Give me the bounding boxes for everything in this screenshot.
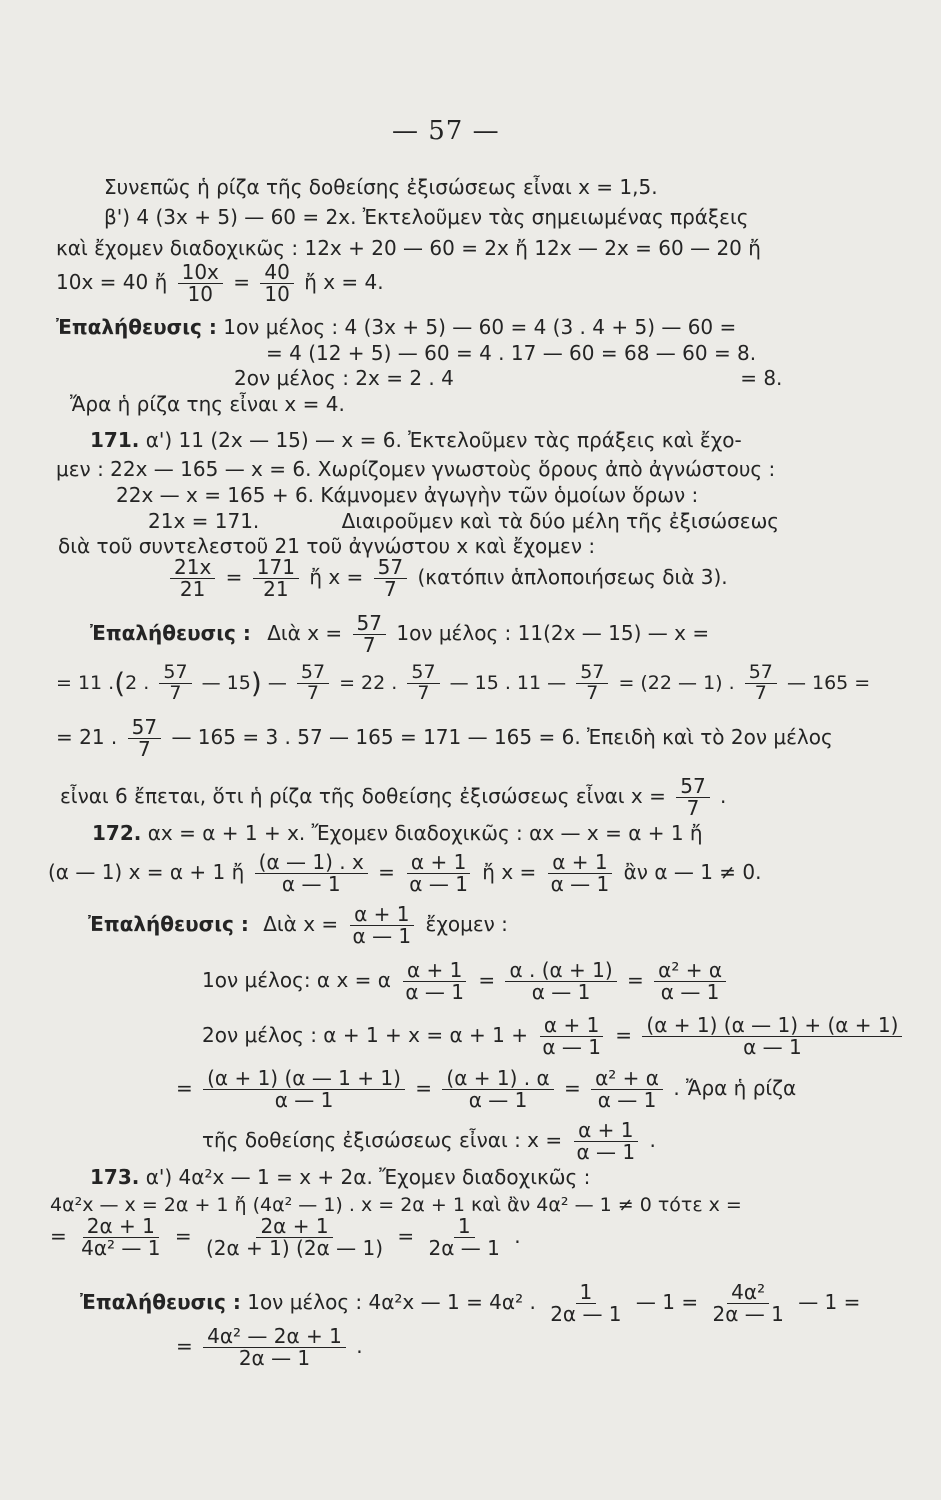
- text-span: . Ἄρα ἡ ρίζα: [673, 1076, 797, 1100]
- denominator: α — 1: [550, 872, 610, 896]
- text-span: =: [225, 565, 243, 589]
- denominator: α — 1: [531, 980, 591, 1004]
- text-line: μεν : 22x — 165 — x = 6. Χωρίζομεν γνωστοὺς ὅρους ἀπὸ ἀγνώστους :: [56, 457, 776, 481]
- text-span: .: [514, 1224, 521, 1248]
- text-span: Διὰ x =: [267, 621, 343, 645]
- text-line: διὰ τοῦ συντελεστοῦ 21 τοῦ ἀγνώστου x καὶ ἔχομεν :: [58, 534, 596, 558]
- numerator: (α + 1) . α: [442, 1068, 553, 1090]
- fraction: [505, 960, 616, 1003]
- text-span: = 22 .: [339, 671, 398, 694]
- denominator: α — 1: [274, 1088, 334, 1112]
- text-span: =: [378, 860, 395, 884]
- equation-line: [166, 557, 728, 600]
- fraction: [442, 1068, 553, 1111]
- numerator: 57: [159, 663, 191, 684]
- numerator: 2α + 1: [83, 1216, 159, 1238]
- verification-label: Ἐπαλήθευσις :: [56, 315, 217, 339]
- problem-173-line: [90, 1166, 590, 1189]
- numerator: (α + 1) (α — 1 + 1): [203, 1068, 405, 1090]
- equation-line: [56, 262, 384, 305]
- text-span: =: [174, 1224, 192, 1248]
- text-line: β') 4 (3x + 5) — 60 = 2x. Ἐκτελοῦμεν τὰς σημειωμένας πράξεις: [104, 205, 749, 229]
- fraction: [202, 1216, 387, 1259]
- numerator: 4α² — 2α + 1: [203, 1326, 346, 1348]
- numerator: 57: [407, 663, 439, 684]
- fraction: [591, 1068, 663, 1111]
- fraction: [407, 663, 439, 704]
- text-span: =: [397, 1224, 415, 1248]
- denominator: 4α² — 1: [81, 1236, 161, 1260]
- equation-line: [202, 1015, 906, 1058]
- page-number: — 57 —: [392, 116, 500, 146]
- text-span: 2ον μέλος : 2x = 2 . 4: [234, 366, 454, 390]
- fraction: [642, 1015, 902, 1058]
- text-span: — 1 =: [798, 1290, 861, 1314]
- text-span: — 15 . 11 —: [449, 671, 567, 694]
- text-span: 21x = 171.: [148, 509, 260, 533]
- fraction: [374, 557, 407, 600]
- denominator: (2α + 1) (2α — 1): [205, 1236, 384, 1260]
- text-span: =: [176, 1076, 193, 1100]
- problem-172-line: [92, 822, 703, 845]
- verification-line: [56, 316, 736, 339]
- numerator: 10x: [178, 262, 223, 284]
- equation-line: [202, 960, 730, 1003]
- text-line: [234, 367, 782, 390]
- denominator: 2α — 1: [238, 1346, 311, 1370]
- text-span: — 15: [201, 671, 251, 694]
- text-span: .: [649, 1128, 656, 1152]
- numerator: α + 1: [540, 1015, 603, 1037]
- fraction: [353, 613, 386, 656]
- equation-line: [176, 1068, 796, 1111]
- text-span: = (22 — 1) .: [618, 671, 735, 694]
- text-span: εἶναι 6 ἔπεται, ὅτι ἡ ρίζα τῆς δοθείσης ἐξισώσεως εἶναι x =: [60, 784, 666, 808]
- text-span: (α — 1) x = α + 1 ἤ: [48, 860, 245, 884]
- denominator: 7: [417, 681, 430, 704]
- bracket: ): [250, 666, 262, 700]
- text-span: α') 4α²x — 1 = x + 2α. Ἔχομεν διαδοχικῶς :: [145, 1165, 591, 1189]
- fraction: [538, 1015, 605, 1058]
- denominator: α — 1: [743, 1035, 802, 1059]
- numerator: 57: [297, 663, 329, 684]
- text-span: Διαιροῦμεν καὶ τὰ δύο μέλη τῆς ἐξισώσεως: [341, 509, 780, 533]
- fraction: [203, 1326, 346, 1369]
- denominator: α — 1: [409, 872, 468, 896]
- numerator: 171: [253, 557, 299, 579]
- text-span: =: [50, 1224, 67, 1248]
- fraction: [573, 1120, 640, 1163]
- denominator: 21: [179, 577, 206, 601]
- fraction: [745, 663, 777, 704]
- fraction: [425, 1216, 504, 1259]
- equation-line: [56, 663, 870, 704]
- denominator: 10: [264, 282, 290, 306]
- text-line: = 4 (12 + 5) — 60 = 4 . 17 — 60 = 68 — 60 = 8.: [266, 341, 757, 365]
- numerator: 1: [454, 1216, 475, 1238]
- text-span: 10x = 40 ἤ: [56, 270, 168, 294]
- text-span: 1ον μέλος: α x = α: [202, 968, 391, 992]
- denominator: 10: [187, 282, 213, 306]
- denominator: 7: [306, 681, 319, 704]
- text-span: αx = α + 1 + x. Ἔχομεν διαδοχικῶς : αx — x = α + 1 ἤ: [147, 821, 703, 845]
- denominator: 7: [754, 681, 767, 704]
- text-span: .: [720, 784, 727, 808]
- numerator: 57: [128, 717, 161, 739]
- problem-171-line: [90, 429, 742, 452]
- text-span: .: [356, 1334, 363, 1358]
- numerator: 40: [260, 262, 293, 284]
- denominator: α — 1: [468, 1088, 528, 1112]
- text-span: τῆς δοθείσης ἐξισώσεως εἶναι : x =: [202, 1128, 563, 1152]
- numerator: α² + α: [654, 960, 726, 982]
- denominator: α — 1: [542, 1035, 601, 1059]
- text-span: (κατόπιν ἁπλοποιήσεως διὰ 3).: [417, 565, 728, 589]
- fraction: [178, 262, 223, 305]
- text-span: ἂν α — 1 ≠ 0.: [623, 860, 762, 884]
- numerator: 2α + 1: [256, 1216, 332, 1238]
- denominator: 2α — 1: [712, 1302, 784, 1326]
- numerator: (α — 1) . x: [255, 852, 368, 874]
- denominator: α — 1: [405, 980, 464, 1004]
- numerator: 57: [745, 663, 777, 684]
- text-line: Ἄρα ἡ ρίζα της εἶναι x = 4.: [70, 392, 345, 416]
- verification-line: [88, 904, 508, 947]
- fraction: [405, 852, 472, 895]
- text-span: ἤ x =: [482, 860, 537, 884]
- text-span: =: [615, 1023, 633, 1047]
- text-span: 1ον μέλος : 4 (3x + 5) — 60 = 4 (3 . 4 + 5) — 60 =: [223, 315, 737, 339]
- text-span: — 165 =: [786, 671, 871, 694]
- text-span: =: [176, 1334, 193, 1358]
- denominator: α — 1: [281, 872, 341, 896]
- denominator: 2α — 1: [550, 1302, 622, 1326]
- numerator: α . (α + 1): [505, 960, 616, 982]
- numerator: α + 1: [403, 960, 466, 982]
- text-span: —: [267, 671, 287, 694]
- text-span: =: [564, 1076, 581, 1100]
- verification-label: Ἐπαλήθευσις :: [88, 912, 249, 936]
- fraction: [349, 904, 416, 947]
- problem-number: 172.: [92, 821, 142, 845]
- bracket: (: [114, 666, 126, 700]
- denominator: 7: [384, 577, 397, 601]
- fraction: [170, 557, 215, 600]
- equation-line: [202, 1120, 656, 1163]
- denominator: α — 1: [576, 1140, 636, 1164]
- equation-line: [50, 1216, 521, 1259]
- problem-number: 171.: [90, 428, 140, 452]
- equation-line: [56, 717, 833, 760]
- numerator: 21x: [170, 557, 215, 579]
- fraction: [547, 852, 614, 895]
- fraction: [576, 663, 608, 704]
- fraction: [708, 1282, 787, 1325]
- text-span: ἤ x =: [309, 565, 364, 589]
- text-line: Συνεπῶς ἡ ρίζα τῆς δοθείσης ἐξισώσεως εἶναι x = 1,5.: [104, 175, 658, 199]
- text-span: 2 .: [125, 671, 150, 694]
- text-span: = 21 .: [56, 725, 118, 749]
- text-span: — 165 = 3 . 57 — 165 = 171 — 165 = 6. Ἐπειδὴ καὶ τὸ 2ον μέλος: [171, 725, 833, 749]
- text-span: α') 11 (2x — 15) — x = 6. Ἐκτελοῦμεν τὰς πράξεις καὶ ἔχο-: [145, 428, 742, 452]
- problem-number: 173.: [90, 1165, 140, 1189]
- numerator: 57: [374, 557, 407, 579]
- numerator: α + 1: [548, 852, 611, 874]
- equation-line: [60, 776, 726, 819]
- denominator: 7: [138, 737, 151, 761]
- verification-label: Ἐπαλήθευσις :: [90, 621, 251, 645]
- text-span: =: [627, 968, 644, 992]
- numerator: (α + 1) (α — 1) + (α + 1): [642, 1015, 902, 1037]
- fraction: [255, 852, 368, 895]
- denominator: 7: [362, 633, 376, 657]
- fraction: [297, 663, 329, 704]
- text-span: = 11 .: [56, 671, 115, 694]
- text-line: 22x — x = 165 + 6. Κάμνομεν ἀγωγὴν τῶν ὁμοίων ὅρων :: [116, 483, 699, 507]
- verification-label: Ἐπαλήθευσις :: [80, 1290, 241, 1314]
- text-span: Διὰ x =: [263, 912, 339, 936]
- numerator: 57: [676, 776, 709, 798]
- fraction: [159, 663, 191, 704]
- fraction: [654, 960, 726, 1003]
- fraction: [128, 717, 161, 760]
- text-span: =: [415, 1076, 433, 1100]
- fraction: [676, 776, 709, 819]
- fraction: [546, 1282, 625, 1325]
- text-span: 1ον μέλος : 11(2x — 15) — x =: [396, 621, 710, 645]
- text-span: ἤ x = 4.: [304, 270, 384, 294]
- fraction: [260, 262, 293, 305]
- fraction: [253, 557, 299, 600]
- denominator: 7: [686, 796, 700, 820]
- denominator: 21: [263, 577, 289, 601]
- denominator: α — 1: [597, 1088, 657, 1112]
- numerator: α + 1: [350, 904, 413, 926]
- denominator: α — 1: [660, 980, 720, 1004]
- text-span: — 1 =: [635, 1290, 699, 1314]
- numerator: 4α²: [727, 1282, 769, 1304]
- numerator: 57: [353, 613, 386, 635]
- text-span: ἔχομεν :: [425, 912, 508, 936]
- fraction: [401, 960, 468, 1003]
- numerator: 57: [576, 663, 608, 684]
- text-span: = 8.: [740, 366, 783, 390]
- denominator: 2α — 1: [428, 1236, 500, 1260]
- equation-line: [176, 1326, 363, 1369]
- text-span: =: [478, 968, 496, 992]
- numerator: α + 1: [407, 852, 470, 874]
- text-span: 1ον μέλος : 4α²x — 1 = 4α² .: [247, 1290, 536, 1314]
- verification-line: [80, 1282, 860, 1325]
- numerator: 1: [576, 1282, 597, 1304]
- numerator: α + 1: [574, 1120, 637, 1142]
- denominator: 7: [586, 681, 599, 704]
- denominator: 7: [169, 681, 182, 704]
- numerator: α² + α: [591, 1068, 663, 1090]
- text-line: καὶ ἔχομεν διαδοχικῶς : 12x + 20 — 60 = 2x ἤ 12x — 2x = 60 — 20 ἤ: [56, 236, 761, 260]
- equation-line: [48, 852, 762, 895]
- verification-line: [90, 613, 709, 656]
- text-span: 2ον μέλος : α + 1 + x = α + 1 +: [202, 1023, 528, 1047]
- text-span: =: [233, 270, 251, 294]
- denominator: α — 1: [352, 924, 412, 948]
- text-line: 4α²x — x = 2α + 1 ἤ (4α² — 1) . x = 2α + 1 καὶ ἂν 4α² — 1 ≠ 0 τότε x =: [50, 1194, 742, 1216]
- fraction: [77, 1216, 164, 1259]
- fraction: [203, 1068, 405, 1111]
- text-line: [148, 510, 779, 533]
